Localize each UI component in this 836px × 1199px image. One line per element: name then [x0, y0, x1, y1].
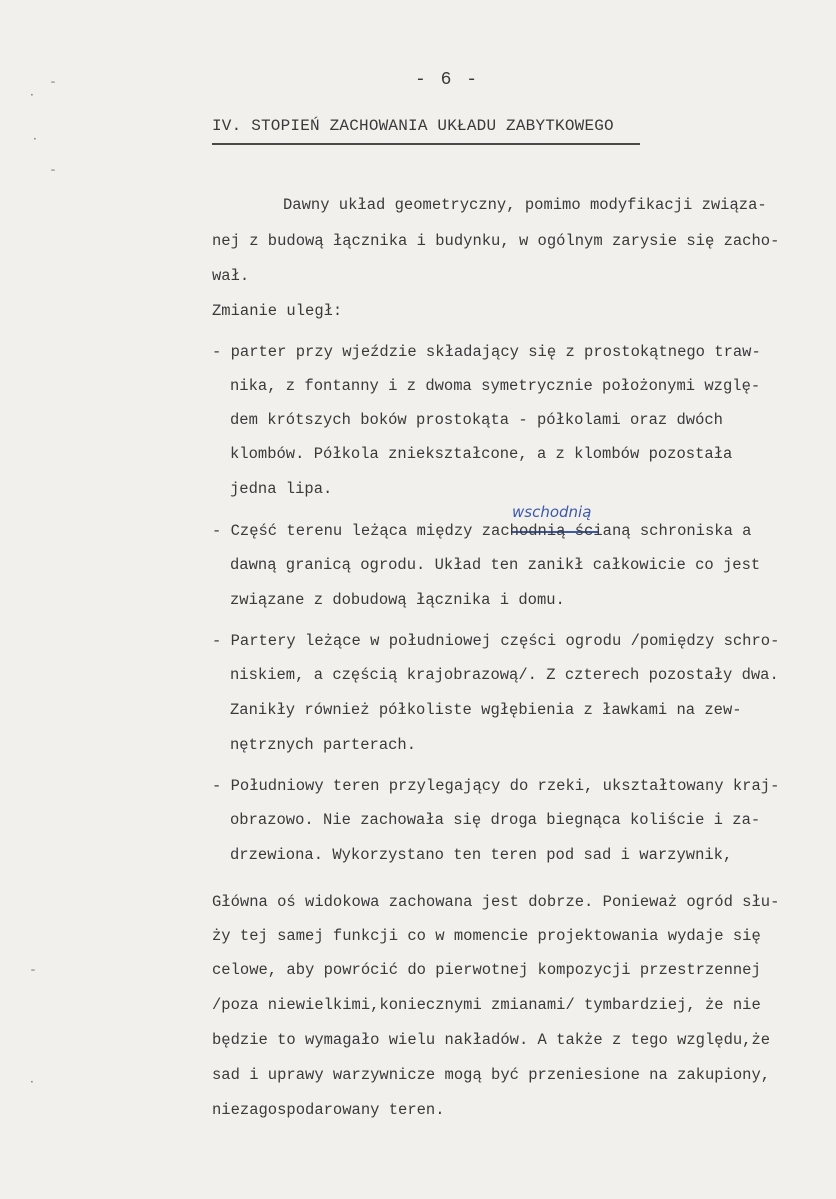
- text-line: jedna lipa.: [230, 480, 333, 498]
- handwritten-correction: wschodnią: [512, 503, 592, 521]
- text-line: ży tej samej funkcji co w momencie projektowania wydaje się: [212, 927, 761, 945]
- text-line: związane z dobudową łącznika i domu.: [230, 591, 565, 609]
- scan-speck: ·: [33, 132, 37, 146]
- scan-speck: ·: [30, 88, 34, 102]
- text-line: wał.: [212, 267, 250, 285]
- text-line: obrazowo. Nie zachowała się droga biegnąca koliście i za-: [230, 811, 761, 829]
- text-line: dem krótszych boków prostokąta - półkolami oraz dwóch: [230, 411, 723, 429]
- text-line: - Partery leżące w południowej części ogrodu /pomiędzy schro-: [212, 632, 780, 650]
- text-line: celowe, aby powrócić do pierwotnej kompozycji przestrzennej: [212, 961, 761, 979]
- page-number: - 6 -: [415, 70, 480, 90]
- scan-speck: ·: [30, 1075, 34, 1089]
- text-line: klombów. Półkola zniekształcone, a z klombów pozostała: [230, 445, 733, 463]
- text-line: /poza niewielkimi,koniecznymi zmianami/ tymbardziej, że nie: [212, 996, 761, 1014]
- text-line: drzewiona. Wykorzystano ten teren pod sad i warzywnik,: [230, 846, 733, 864]
- section-heading: IV. STOPIEŃ ZACHOWANIA UKŁADU ZABYTKOWEGO: [212, 117, 614, 135]
- text-line: - Część terenu leżąca między zachodnią ścianą schroniska a: [212, 522, 752, 540]
- text-line: - parter przy wjeździe składający się z prostokątnego traw-: [212, 343, 761, 361]
- text-line: dawną granicą ogrodu. Układ ten zanikł całkowicie co jest: [230, 556, 761, 574]
- text-line: będzie to wymagało wielu nakładów. A także z tego względu,że: [212, 1031, 771, 1049]
- text-line: Zmianie uległ:: [212, 302, 343, 320]
- text-line: sad i uprawy warzywnicze mogą być przeniesione na zakupiony,: [212, 1066, 771, 1084]
- heading-underline: [212, 143, 640, 145]
- scan-speck: ˉ: [30, 968, 36, 982]
- text-line: nętrznych parterach.: [230, 736, 417, 754]
- text-line: - Południowy teren przylegający do rzeki, ukształtowany kraj-: [212, 777, 780, 795]
- text-line: Zanikły również półkoliste wgłębienia z ławkami na zew-: [230, 701, 742, 719]
- scan-speck: ˉ: [50, 168, 56, 182]
- text-line: Dawny układ geometryczny, pomimo modyfikacji związa-: [283, 196, 767, 214]
- text-line: nej z budową łącznika i budynku, w ogólnym zarysie się zacho-: [212, 232, 780, 250]
- scan-speck: ˉ: [50, 80, 56, 94]
- text-line: Główna oś widokowa zachowana jest dobrze. Ponieważ ogród słu-: [212, 893, 780, 911]
- text-line: niezagospodarowany teren.: [212, 1101, 445, 1119]
- text-line: niskiem, a częścią krajobrazową/. Z czterech pozostały dwa.: [230, 666, 779, 684]
- text-line: nika, z fontanny i z dwoma symetrycznie położonymi wzglę-: [230, 377, 761, 395]
